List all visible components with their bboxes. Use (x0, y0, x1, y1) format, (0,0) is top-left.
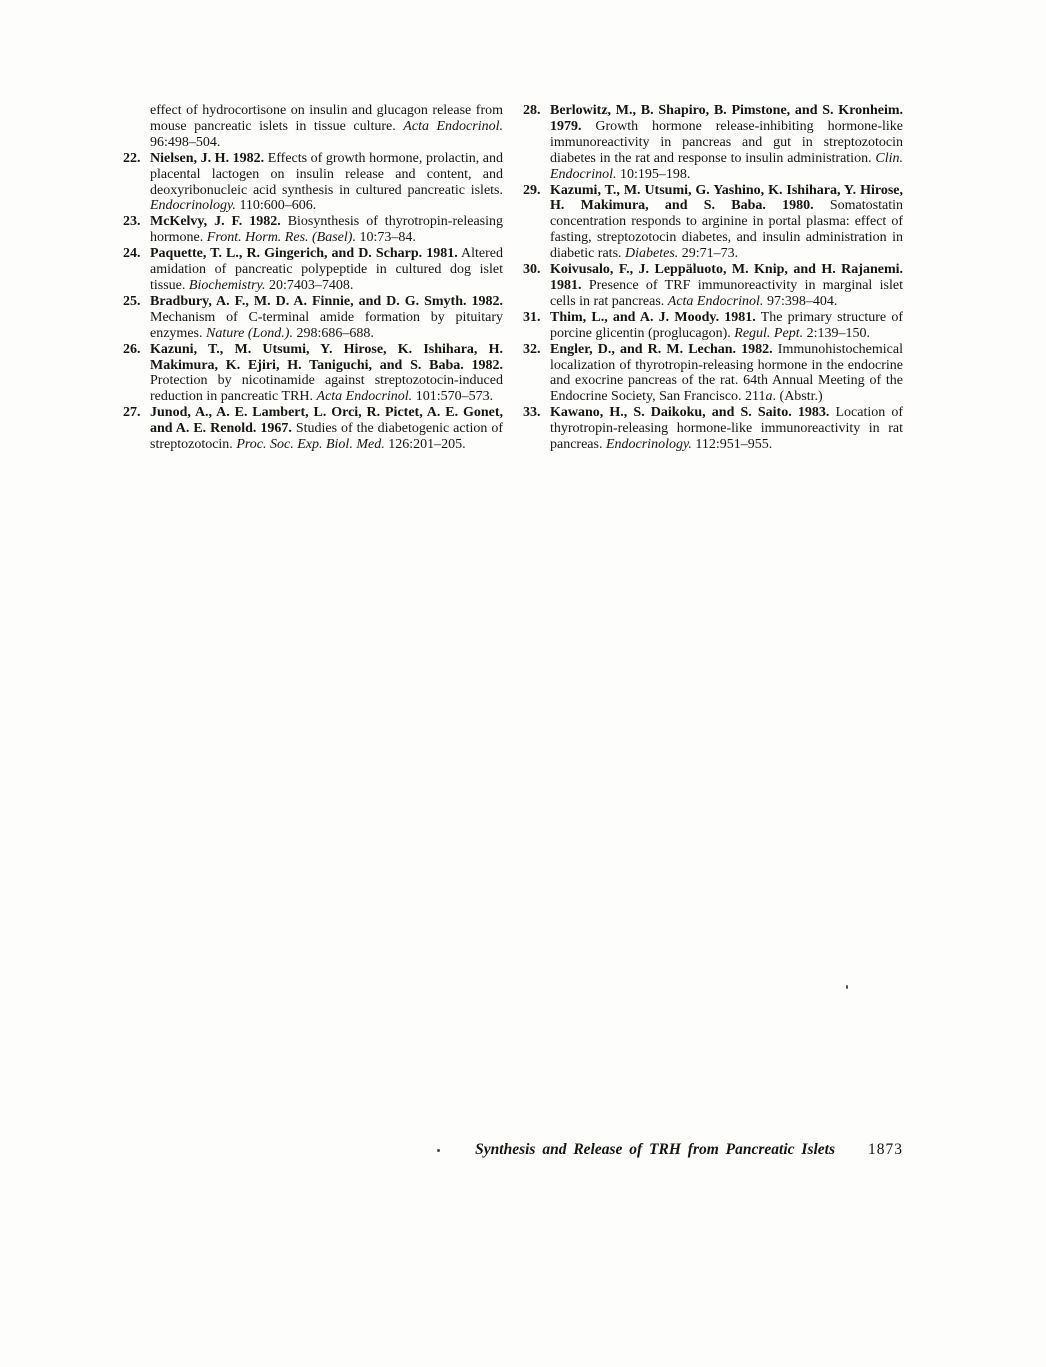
reference-text-segment: Proc. Soc. Exp. Biol. Med. (236, 437, 385, 453)
reference-text-segment: Effects of growth hormone, prolactin, and placental lactogen on insulin release and content, and deoxyribonucleic acid synthesis in cultured pancreatic islets. (150, 150, 503, 198)
reference-text-segment: 101:570–573. (412, 389, 494, 405)
reference-text-segment: Endocrinology. (150, 198, 236, 214)
reference-text-segment: Biochemistry. (188, 277, 266, 293)
reference-number: 29. (523, 182, 541, 198)
reference-text-segment: 96:498–504. (150, 134, 221, 150)
reference-text-segment: Koivusalo, F., J. Leppäluoto, M. Knip, and H. Rajanemi. 1981. (550, 262, 903, 293)
reference-item (523, 262, 903, 310)
reference-item (123, 405, 503, 453)
reference-number: 24. (123, 246, 141, 262)
reference-item (123, 294, 503, 342)
reference-number: 32. (523, 341, 541, 357)
reference-number: 27. (123, 405, 141, 421)
reference-number: 26. (123, 341, 141, 357)
scan-speck (846, 985, 848, 989)
reference-number: 30. (523, 262, 541, 278)
reference-number: 28. (523, 103, 541, 118)
reference-text-segment: Location of thyrotropin-releasing hormone-like immunoreactivity in rat pancreas. (550, 405, 903, 453)
reference-item (523, 103, 903, 183)
reference-number: 33. (523, 405, 541, 421)
reference-text-segment: 112:951–955. (691, 437, 773, 453)
reference-text-segment: 2:139–150. (803, 325, 870, 341)
ref-column-left (123, 103, 503, 453)
reference-text-segment: Acta Endocrinol. (403, 118, 503, 134)
reference-item (523, 342, 903, 406)
reference-text-segment: Thim, L., and A. J. Moody. 1981. (550, 309, 756, 325)
reference-number: 25. (123, 293, 141, 309)
reference-text-segment: Mechanism of C-terminal amide formation by pituitary enzymes. (150, 309, 503, 341)
reference-text-segment: 29:71–73. (678, 246, 739, 262)
reference-text-segment: Nielsen, J. H. 1982. (150, 150, 265, 166)
running-title: Synthesis and Release of TRH from Pancreatic Islets (475, 1141, 835, 1158)
reference-list (123, 103, 903, 453)
reference-item (123, 342, 503, 406)
reference-item (523, 183, 903, 263)
reference-text-segment: Diabetes. (625, 246, 679, 262)
reference-number: 22. (123, 150, 141, 166)
reference-text-segment: Protection by nicotinamide against streptozotocin-induced reduction in pancreatic TRH. (150, 373, 503, 405)
reference-text-segment: Paquette, T. L., R. Gingerich, and D. Scharp. 1981. (150, 246, 458, 262)
reference-text-segment: 298:686–688. (292, 325, 374, 341)
reference-text-segment: Presence of TRF immunoreactivity in marginal islet cells in rat pancreas. (550, 277, 903, 309)
reference-text-segment: Endocrinology. (605, 437, 692, 453)
reference-number: 23. (123, 214, 141, 230)
scan-speck (437, 1149, 440, 1152)
reference-text-segment: Growth hormone release-inhibiting hormone-like immunoreactivity in pancreas and gut in streptozotocin diabetes in the rat and response to insulin administration. (550, 118, 903, 166)
reference-text-segment: Kazuni, T., M. Utsumi, Y. Hirose, K. Ishihara, H. Makimura, K. Ejiri, H. Taniguchi, and S. Baba. 1982. (150, 341, 503, 373)
reference-text-segment: Immunohistochemical localization of thyrotropin-releasing hormone in the endocrine and exocrine pancreas of the rat. 64th Annual Meeting of the Endocrine Society, San Francisco. 211 (550, 341, 903, 405)
reference-text-segment: Kazumi, T., M. Utsumi, G. Yashino, K. Ishihara, Y. Hirose, H. Makimura, and S. Baba. 1980. (550, 182, 903, 214)
reference-text-segment: a (765, 389, 773, 405)
reference-item (123, 214, 503, 246)
reference-text-segment: Front. Horm. Res. (Basel). (206, 230, 356, 246)
reference-continuation (123, 103, 503, 151)
reference-text-segment: Kawano, H., S. Daikoku, and S. Saito. 1983. (550, 405, 830, 421)
page-number: 1873 (868, 1141, 903, 1158)
reference-text-segment: The primary structure of porcine glicentin (proglucagon). (550, 309, 903, 341)
reference-text-segment: 97:398–404. (763, 293, 838, 309)
reference-text-segment: 110:600–606. (235, 198, 317, 214)
ref-column-right (523, 103, 903, 453)
reference-text-segment: Acta Endocrinol. (316, 389, 413, 405)
reference-text-segment: Regul. Pept. (734, 325, 804, 341)
reference-item (123, 151, 503, 215)
page-footer (123, 1141, 903, 1159)
reference-text-segment: 10:73–84. (355, 230, 416, 246)
reference-item (523, 310, 903, 342)
reference-text-segment: Altered amidation of pancreatic polypeptide in cultured dog islet tissue. (150, 246, 503, 293)
reference-text-segment: Acta Endocrinol. (667, 293, 764, 309)
reference-item (123, 246, 503, 294)
reference-text-segment: effect of hydrocortisone on insulin and glucagon release from mouse pancreatic islets in tissue culture. (150, 103, 503, 134)
reference-text-segment: Berlowitz, M., B. Shapiro, B. Pimstone, and S. Kronheim. 1979. (550, 103, 903, 134)
reference-text-segment: Somatostatin concentration responds to arginine in portal plasma: effect of fasting, streptozotocin diabetes, and insulin administration in diabetic rats. (550, 198, 903, 262)
reference-text-segment: McKelvy, J. F. 1982. (150, 214, 281, 230)
reference-text-segment: Biosynthesis of thyrotropin-releasing hormone. (150, 214, 503, 246)
reference-text-segment: Nature (Lond.). (205, 325, 293, 341)
reference-text-segment: Engler, D., and R. M. Lechan. 1982. (550, 341, 773, 357)
reference-text-segment: Studies of the diabetogenic action of streptozotocin. (150, 421, 503, 453)
reference-text-segment: Clin. Endocrinol. (550, 150, 903, 182)
reference-text-segment: Bradbury, A. F., M. D. A. Finnie, and D. G. Smyth. 1982. (150, 293, 503, 309)
reference-item (523, 405, 903, 453)
reference-text-segment: 20:7403–7408. (265, 277, 354, 293)
reference-number: 31. (523, 309, 541, 325)
reference-text-segment: Junod, A., A. E. Lambert, L. Orci, R. Pictet, A. E. Gonet, and A. E. Renold. 1967. (150, 405, 503, 437)
reference-text-segment: 10:195–198. (616, 166, 691, 182)
reference-text-segment: . (Abstr.) (772, 389, 823, 405)
reference-text-segment: 126:201–205. (384, 437, 466, 453)
